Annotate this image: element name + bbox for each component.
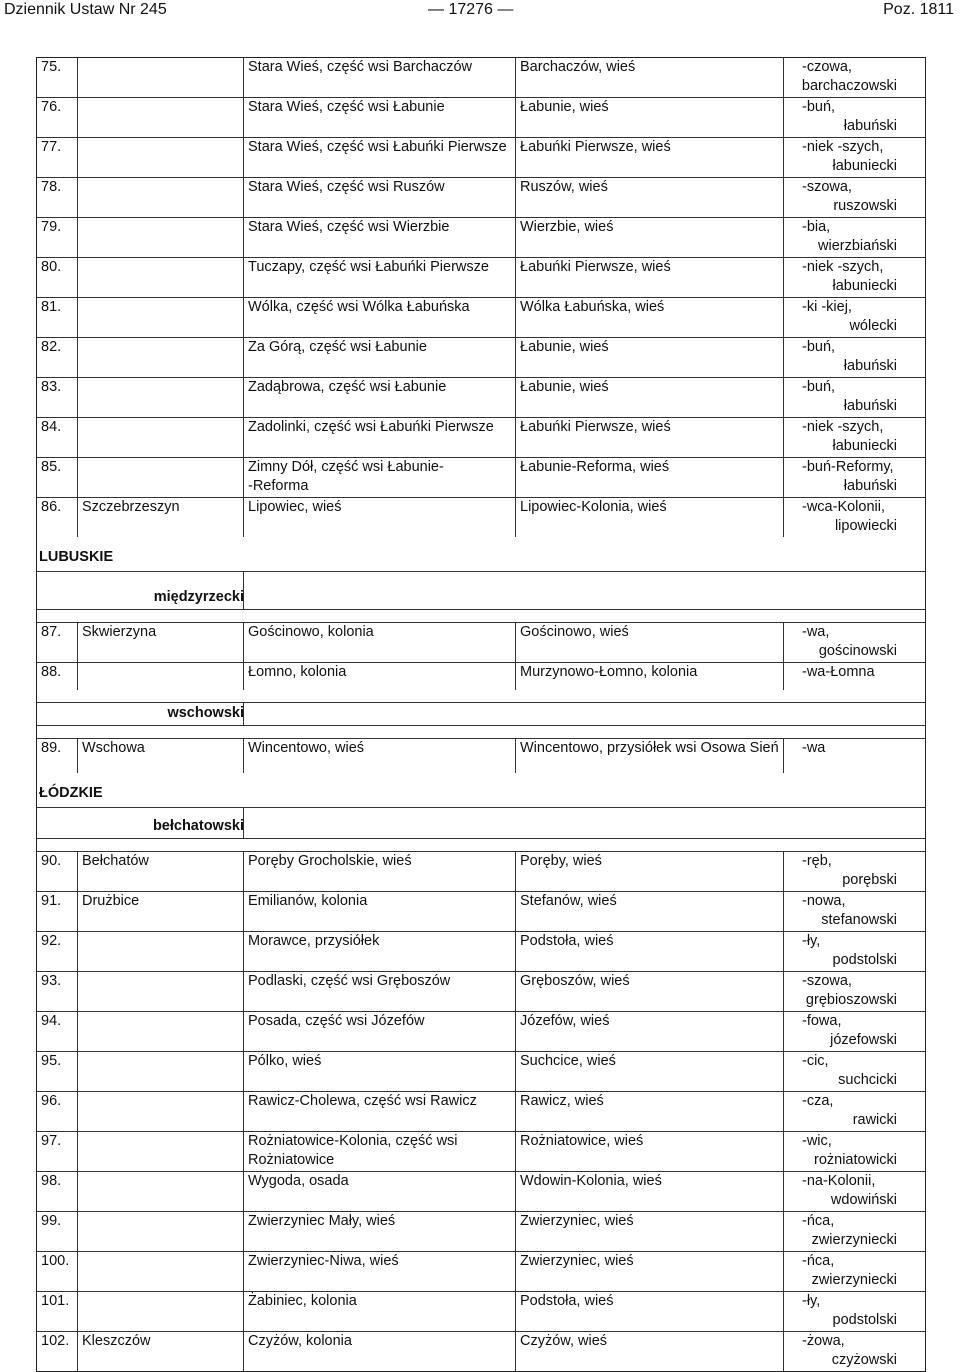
adjective-form: łabuniecki bbox=[832, 158, 897, 174]
voivodeship-label: ŁÓDZKIE bbox=[39, 785, 103, 801]
row-number: 94. bbox=[41, 1013, 62, 1029]
place-cell: Żabiniec, kolonia bbox=[243, 1292, 515, 1331]
related-place-cell: Łabuńki Pierwsze, wieś bbox=[515, 258, 783, 297]
row-number: 78. bbox=[41, 179, 62, 195]
table-row bbox=[37, 739, 925, 773]
row-number: 92. bbox=[41, 933, 62, 949]
county-row bbox=[37, 572, 925, 610]
genitive-form: -wa-Łomna bbox=[802, 664, 875, 680]
municipality-cell bbox=[77, 218, 243, 257]
place-cell: Lipowiec, wieś bbox=[243, 498, 515, 537]
genitive-form: -cza, bbox=[802, 1093, 834, 1109]
adjective-form: wólecki bbox=[849, 318, 897, 334]
table-row bbox=[37, 1092, 925, 1132]
table-row bbox=[37, 258, 925, 298]
adjective-form: łabuniecki bbox=[832, 438, 897, 454]
place-cell: Rawicz-Cholewa, część wsi Rawicz bbox=[243, 1092, 515, 1131]
name-forms-cell bbox=[783, 378, 925, 417]
table-row bbox=[37, 852, 925, 892]
name-forms-cell bbox=[783, 1292, 925, 1331]
table-row bbox=[37, 1132, 925, 1172]
name-forms-cell bbox=[783, 892, 925, 931]
row-number: 100. bbox=[41, 1253, 70, 1269]
related-place-cell: Podstoła, wieś bbox=[515, 1292, 783, 1331]
genitive-form: -ki -kiej, bbox=[802, 299, 852, 315]
genitive-form: -żowa, bbox=[802, 1333, 845, 1349]
genitive-form: -ły, bbox=[802, 1293, 821, 1309]
adjective-form: porębski bbox=[842, 872, 897, 888]
place-cell: Wygoda, osada bbox=[243, 1172, 515, 1211]
name-forms-cell bbox=[783, 1052, 925, 1091]
related-place-cell: Czyżów, wieś bbox=[515, 1332, 783, 1371]
place-cell: Wincentowo, wieś bbox=[243, 739, 515, 773]
adjective-form: grębioszowski bbox=[805, 992, 897, 1008]
name-forms-cell bbox=[783, 338, 925, 377]
name-forms-cell bbox=[783, 138, 925, 177]
table-row bbox=[37, 338, 925, 378]
related-place-cell: Wólka Łabuńska, wieś bbox=[515, 298, 783, 337]
municipality-cell bbox=[77, 338, 243, 377]
adjective-form: zwierzyniecki bbox=[811, 1272, 897, 1288]
related-place-cell: Zwierzyniec, wieś bbox=[515, 1252, 783, 1291]
place-cell: Zwierzyniec-Niwa, wieś bbox=[243, 1252, 515, 1291]
adjective-form: wdowiński bbox=[830, 1192, 897, 1208]
genitive-form: -szowa, bbox=[802, 179, 852, 195]
adjective-form: gościnowski bbox=[818, 643, 897, 659]
municipality-cell: Drużbice bbox=[77, 892, 243, 931]
adjective-form: podstolski bbox=[832, 1312, 897, 1328]
adjective-form: barchaczowski bbox=[801, 78, 897, 94]
related-place-cell: Józefów, wieś bbox=[515, 1012, 783, 1051]
place-cell: Stara Wieś, część wsi Wierzbie bbox=[243, 218, 515, 257]
place-cell: Emilianów, kolonia bbox=[243, 892, 515, 931]
table-row bbox=[37, 623, 925, 663]
municipality-cell bbox=[77, 298, 243, 337]
name-forms-cell bbox=[783, 972, 925, 1011]
municipality-cell bbox=[77, 1052, 243, 1091]
table-row bbox=[37, 1292, 925, 1332]
related-place-cell: Poręby, wieś bbox=[515, 852, 783, 891]
municipality-cell bbox=[77, 178, 243, 217]
adjective-form: łabuński bbox=[843, 358, 897, 374]
name-forms-cell bbox=[783, 1172, 925, 1211]
name-forms-cell bbox=[783, 1212, 925, 1251]
spacer-row bbox=[37, 690, 925, 703]
spacer-row bbox=[37, 610, 925, 623]
name-forms-cell bbox=[783, 1012, 925, 1051]
municipality-cell bbox=[77, 1252, 243, 1291]
genitive-form: -buń-Reformy, bbox=[802, 459, 894, 475]
adjective-form: zwierzyniecki bbox=[811, 1232, 897, 1248]
spacer-row bbox=[37, 726, 925, 739]
related-place-cell: Barchaczów, wieś bbox=[515, 58, 783, 97]
adjective-form: lipowiecki bbox=[834, 518, 897, 534]
name-forms-cell bbox=[783, 178, 925, 217]
related-place-cell: Łabunie, wieś bbox=[515, 378, 783, 417]
row-number: 95. bbox=[41, 1053, 62, 1069]
name-forms-cell bbox=[783, 258, 925, 297]
row-number: 80. bbox=[41, 259, 62, 275]
name-forms-cell bbox=[783, 458, 925, 497]
row-number: 97. bbox=[41, 1133, 62, 1149]
voivodeship-row bbox=[37, 537, 925, 572]
municipality-cell bbox=[77, 258, 243, 297]
adjective-form: rożniatowicki bbox=[814, 1152, 897, 1168]
place-cell: Posada, część wsi Józefów bbox=[243, 1012, 515, 1051]
row-number: 81. bbox=[41, 299, 62, 315]
row-number: 83. bbox=[41, 379, 62, 395]
genitive-form: -bia, bbox=[802, 219, 831, 235]
genitive-form: -niek -szych, bbox=[802, 419, 884, 435]
county-label: bełchatowski bbox=[152, 818, 244, 834]
municipality-cell bbox=[77, 378, 243, 417]
table-row bbox=[37, 498, 925, 537]
adjective-form: suchcicki bbox=[838, 1072, 897, 1088]
row-number: 101. bbox=[41, 1293, 70, 1309]
name-forms-cell bbox=[783, 58, 925, 97]
table-row bbox=[37, 58, 925, 98]
name-forms-cell bbox=[783, 418, 925, 457]
table-row bbox=[37, 138, 925, 178]
place-cell: Łomno, kolonia bbox=[243, 663, 515, 690]
section-b bbox=[37, 623, 925, 690]
name-forms-cell bbox=[783, 98, 925, 137]
table-row bbox=[37, 1332, 925, 1371]
row-number: 88. bbox=[41, 664, 62, 680]
row-number: 93. bbox=[41, 973, 62, 989]
row-number: 85. bbox=[41, 459, 62, 475]
position-number: Poz. 1811 bbox=[883, 1, 954, 18]
genitive-form: -fowa, bbox=[802, 1013, 842, 1029]
name-forms-cell bbox=[783, 1092, 925, 1131]
municipality-cell bbox=[77, 1172, 243, 1211]
genitive-form: -na-Kolonii, bbox=[802, 1173, 876, 1189]
genitive-form: -szowa, bbox=[802, 973, 852, 989]
row-number: 79. bbox=[41, 219, 62, 235]
table-row bbox=[37, 98, 925, 138]
table-row bbox=[37, 1012, 925, 1052]
adjective-form: łabuński bbox=[843, 398, 897, 414]
place-cell: Zadolinki, część wsi Łabuńki Pierwsze bbox=[243, 418, 515, 457]
row-number: 76. bbox=[41, 99, 62, 115]
name-forms-cell bbox=[783, 1132, 925, 1171]
genitive-form: -buń, bbox=[802, 379, 836, 395]
genitive-form: -cic, bbox=[802, 1053, 829, 1069]
name-forms-cell bbox=[783, 218, 925, 257]
place-cell: Stara Wieś, część wsi Łabunie bbox=[243, 98, 515, 137]
related-place-cell: Podstoła, wieś bbox=[515, 932, 783, 971]
related-place-cell: Gręboszów, wieś bbox=[515, 972, 783, 1011]
adjective-form: stefanowski bbox=[821, 912, 897, 928]
name-forms-cell bbox=[783, 663, 925, 690]
related-place-cell: Wdowin-Kolonia, wieś bbox=[515, 1172, 783, 1211]
table-row bbox=[37, 932, 925, 972]
county-label: międzyrzecki bbox=[153, 589, 244, 605]
genitive-form: -ręb, bbox=[802, 853, 832, 869]
row-number: 86. bbox=[41, 499, 62, 515]
genitive-form: -buń, bbox=[802, 99, 836, 115]
municipality-cell bbox=[77, 98, 243, 137]
municipality-cell bbox=[77, 972, 243, 1011]
place-cell: Zadąbrowa, część wsi Łabunie bbox=[243, 378, 515, 417]
municipality-cell bbox=[77, 1292, 243, 1331]
municipality-cell bbox=[77, 1132, 243, 1171]
voivodeship-label: LUBUSKIE bbox=[39, 549, 114, 565]
municipality-cell: Szczebrzeszyn bbox=[77, 498, 243, 537]
county-row bbox=[37, 703, 925, 726]
place-cell: Poręby Grocholskie, wieś bbox=[243, 852, 515, 891]
municipality-cell bbox=[77, 138, 243, 177]
table-row bbox=[37, 178, 925, 218]
adjective-form: rawicki bbox=[852, 1112, 897, 1128]
place-cell: Stara Wieś, część wsi Ruszów bbox=[243, 178, 515, 217]
table-row bbox=[37, 298, 925, 338]
name-forms-cell bbox=[783, 298, 925, 337]
adjective-form: czyżowski bbox=[831, 1352, 897, 1368]
related-place-cell: Lipowiec-Kolonia, wieś bbox=[515, 498, 783, 537]
place-cell: Stara Wieś, część wsi Łabuńki Pierwsze bbox=[243, 138, 515, 177]
row-number: 90. bbox=[41, 853, 62, 869]
municipality-cell: Bełchatów bbox=[77, 852, 243, 891]
table-row bbox=[37, 892, 925, 932]
row-number: 75. bbox=[41, 59, 62, 75]
name-forms-cell bbox=[783, 739, 925, 773]
genitive-form: -wa, bbox=[802, 624, 830, 640]
place-cell: Podlaski, część wsi Gręboszów bbox=[243, 972, 515, 1011]
municipality-cell bbox=[77, 1012, 243, 1051]
row-number: 102. bbox=[41, 1333, 70, 1349]
place-cell: Zwierzyniec Mały, wieś bbox=[243, 1212, 515, 1251]
page-number: — 17276 — bbox=[428, 1, 514, 18]
table-row bbox=[37, 972, 925, 1012]
section-d bbox=[37, 852, 925, 1371]
place-cell: Morawce, przysiółek bbox=[243, 932, 515, 971]
genitive-form: -wic, bbox=[802, 1133, 832, 1149]
related-place-cell: Ruszów, wieś bbox=[515, 178, 783, 217]
voivodeship-row bbox=[37, 773, 925, 808]
municipality-cell bbox=[77, 932, 243, 971]
genitive-form: -ńca, bbox=[802, 1213, 835, 1229]
genitive-form: -czowa, bbox=[802, 59, 852, 75]
row-number: 77. bbox=[41, 139, 62, 155]
adjective-form: wierzbiański bbox=[818, 238, 897, 254]
municipality-cell bbox=[77, 418, 243, 457]
adjective-form: łabuński bbox=[843, 478, 897, 494]
table-row bbox=[37, 1252, 925, 1292]
place-cell: Pólko, wieś bbox=[243, 1052, 515, 1091]
adjective-form: józefowski bbox=[830, 1032, 897, 1048]
table-row bbox=[37, 1172, 925, 1212]
genitive-form: -ńca, bbox=[802, 1253, 835, 1269]
related-place-cell: Rawicz, wieś bbox=[515, 1092, 783, 1131]
genitive-form: -ły, bbox=[802, 933, 821, 949]
genitive-form: -wca-Kolonii, bbox=[802, 499, 885, 515]
municipality-cell: Skwierzyna bbox=[77, 623, 243, 662]
section-c bbox=[37, 739, 925, 773]
related-place-cell: Wierzbie, wieś bbox=[515, 218, 783, 257]
place-cell: Stara Wieś, część wsi Barchaczów bbox=[243, 58, 515, 97]
related-place-cell: Stefanów, wieś bbox=[515, 892, 783, 931]
related-place-cell: Łabunie-Reforma, wieś bbox=[515, 458, 783, 497]
name-forms-cell bbox=[783, 932, 925, 971]
name-forms-cell bbox=[783, 852, 925, 891]
adjective-form: łabuński bbox=[843, 118, 897, 134]
municipality-cell bbox=[77, 1212, 243, 1251]
place-cell: Tuczapy, część wsi Łabuńki Pierwsze bbox=[243, 258, 515, 297]
related-place-cell: Wincentowo, przysiółek wsi Osowa Sień bbox=[515, 739, 783, 773]
related-place-cell: Suchcice, wieś bbox=[515, 1052, 783, 1091]
related-place-cell: Łabuńki Pierwsze, wieś bbox=[515, 138, 783, 177]
municipality-cell bbox=[77, 458, 243, 497]
related-place-cell: Zwierzyniec, wieś bbox=[515, 1212, 783, 1251]
municipality-cell: Wschowa bbox=[77, 739, 243, 773]
table-row bbox=[37, 378, 925, 418]
names-table bbox=[36, 57, 926, 1372]
row-number: 87. bbox=[41, 624, 62, 640]
genitive-form: -buń, bbox=[802, 339, 836, 355]
journal-title: Dziennik Ustaw Nr 245 bbox=[4, 1, 167, 18]
related-place-cell: Gościnowo, wieś bbox=[515, 623, 783, 662]
row-number: 84. bbox=[41, 419, 62, 435]
place-cell: Gościnowo, kolonia bbox=[243, 623, 515, 662]
adjective-form: łabuniecki bbox=[832, 278, 897, 294]
genitive-form: -wa bbox=[802, 740, 826, 756]
table-row bbox=[37, 663, 925, 690]
place-cell: Wólka, część wsi Wólka Łabuńska bbox=[243, 298, 515, 337]
name-forms-cell bbox=[783, 1252, 925, 1291]
name-forms-cell bbox=[783, 623, 925, 662]
row-number: 99. bbox=[41, 1213, 62, 1229]
adjective-form: ruszowski bbox=[833, 198, 897, 214]
related-place-cell: Łabuńki Pierwsze, wieś bbox=[515, 418, 783, 457]
table-row bbox=[37, 418, 925, 458]
table-row bbox=[37, 218, 925, 258]
related-place-cell: Rożniatowice, wieś bbox=[515, 1132, 783, 1171]
adjective-form: podstolski bbox=[832, 952, 897, 968]
row-number: 96. bbox=[41, 1093, 62, 1109]
place-cell: Zimny Dół, część wsi Łabunie- -Reforma bbox=[243, 458, 515, 497]
row-number: 89. bbox=[41, 740, 62, 756]
related-place-cell: Łabunie, wieś bbox=[515, 98, 783, 137]
place-cell: Czyżów, kolonia bbox=[243, 1332, 515, 1371]
municipality-cell bbox=[77, 1092, 243, 1131]
row-number: 91. bbox=[41, 893, 62, 909]
genitive-form: -niek -szych, bbox=[802, 139, 884, 155]
place-cell: Rożniatowice-Kolonia, część wsi Rożniatowice bbox=[243, 1132, 515, 1171]
table-row bbox=[37, 1212, 925, 1252]
name-forms-cell bbox=[783, 498, 925, 537]
county-row bbox=[37, 808, 925, 839]
section-a bbox=[37, 58, 925, 537]
table-row bbox=[37, 458, 925, 498]
county-label: wschowski bbox=[167, 705, 244, 721]
name-forms-cell bbox=[783, 1332, 925, 1371]
place-cell: Za Górą, część wsi Łabunie bbox=[243, 338, 515, 377]
table-row bbox=[37, 1052, 925, 1092]
row-number: 98. bbox=[41, 1173, 62, 1189]
row-number: 82. bbox=[41, 339, 62, 355]
municipality-cell bbox=[77, 663, 243, 690]
genitive-form: -niek -szych, bbox=[802, 259, 884, 275]
genitive-form: -nowa, bbox=[802, 893, 846, 909]
spacer-row bbox=[37, 839, 925, 852]
municipality-cell bbox=[77, 58, 243, 97]
related-place-cell: Łabunie, wieś bbox=[515, 338, 783, 377]
related-place-cell: Murzynowo-Łomno, kolonia bbox=[515, 663, 783, 690]
municipality-cell: Kleszczów bbox=[77, 1332, 243, 1371]
